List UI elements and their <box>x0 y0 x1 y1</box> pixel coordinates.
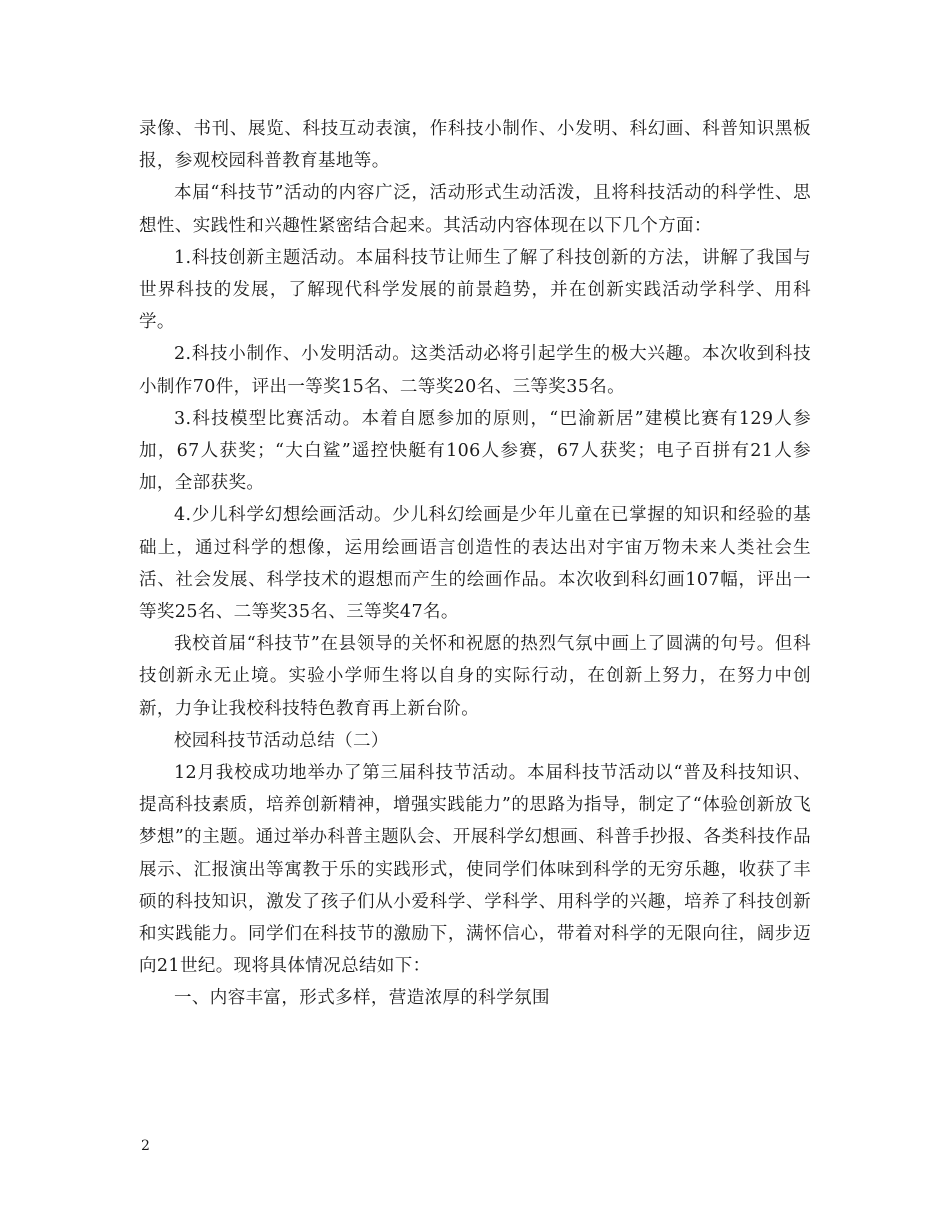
paragraph-continued: 录像、书刊、展览、科技互动表演，作科技小制作、小发明、科幻画、科普知识黑板报，参观校园科普教育基地等。 <box>139 119 811 172</box>
paragraph-item-3: 3.科技模型比赛活动。本着自愿参加的原则，“巴渝新居”建模比赛有129人参加，67人获奖；“大白鲨”遥控快艇有106人参赛，67人获奖；电子百拼有21人参加，全部获奖。 <box>139 408 811 494</box>
section-title: 校园科技节活动总结（二） <box>174 730 389 751</box>
paragraph-section-two: 12月我校成功地举办了第三届科技节活动。本届科技节活动以“普及科技知识、提高科技素质，培养创新精神，增强实践能力”的思路为指导，制定了“体验创新放飞梦想”的主题。通过举办科普主题队会、开展科学幻想画、科普手抄报、各类科技作品展示、汇报演出等寓教于乐的实践形式，使同学们体味到科学的无穷乐趣，收获了丰硕的科技知识，激发了孩子们从小爱科学、学科学、用科学的兴趣，培养了科技创新和实践能力。同学们在科技节的激励下，满怀信心，带着对科学的无限向往，阔步迈向21世纪。现将具体情况总结如下： <box>139 763 811 977</box>
document-body <box>139 113 811 1015</box>
subheading: 一、内容丰富，形式多样，营造浓厚的科学氛围 <box>174 988 550 1009</box>
paragraph-item-1: 1.科技创新主题活动。本届科技节让师生了解了科技创新的方法，讲解了我国与世界科技的发展，了解现代科学发展的前景趋势，并在创新实践活动学科学、用科学。 <box>139 247 811 333</box>
paragraph-intro: 本届“科技节”活动的内容广泛，活动形式生动活泼，且将科技活动的科学性、思想性、实践性和兴趣性紧密结合起来。其活动内容体现在以下几个方面： <box>139 183 811 236</box>
paragraph-item-4: 4.少儿科学幻想绘画活动。少儿科幻绘画是少年儿童在已掌握的知识和经验的基础上，通过科学的想像，运用绘画语言创造性的表达出对宇宙万物未来人类社会生活、社会发展、科学技术的遐想而产生的绘画作品。本次收到科幻画107幅，评出一等奖25名、二等奖35名、三等奖47名。 <box>139 505 811 623</box>
paragraph-conclusion: 我校首届“科技节”在县领导的关怀和祝愿的热烈气氛中画上了圆满的句号。但科技创新永无止境。实验小学师生将以自身的实际行动，在创新上努力，在努力中创新，力争让我校科技特色教育再上新台阶。 <box>139 634 811 719</box>
paragraph-item-2: 2.科技小制作、小发明活动。这类活动必将引起学生的极大兴趣。本次收到科技小制作70件，评出一等奖15名、二等奖20名、三等奖35名。 <box>139 344 811 397</box>
page-number: 2 <box>141 1138 150 1154</box>
